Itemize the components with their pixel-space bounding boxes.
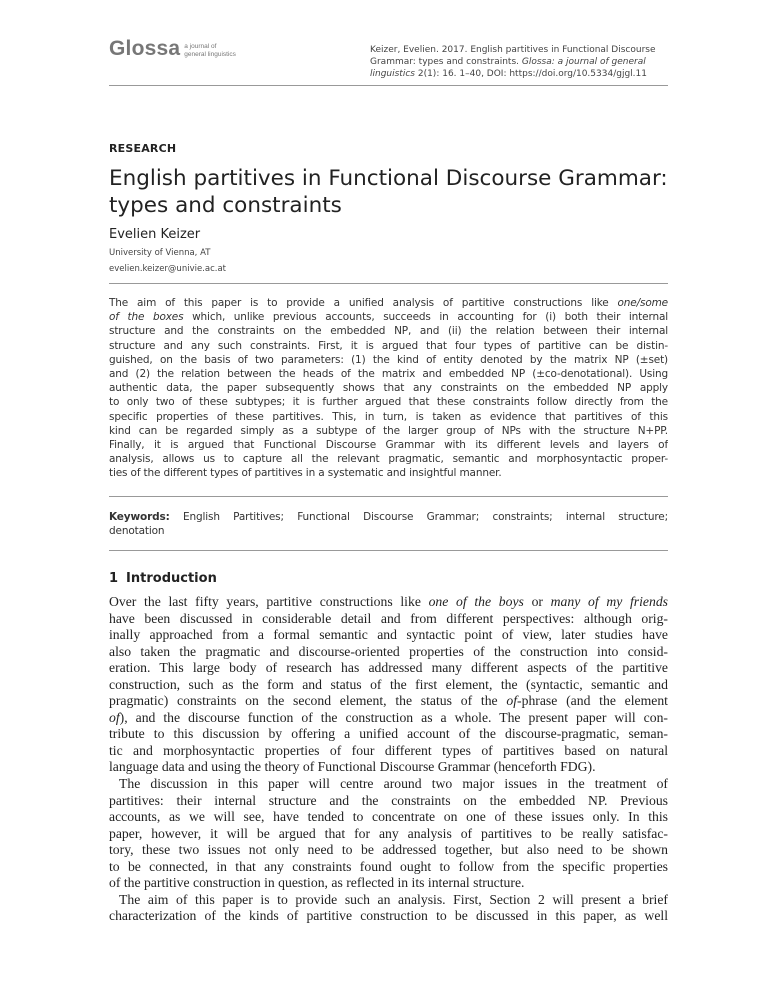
citation-line1: Keizer, Evelien. 2017. English partitives in Functional Discourse: [370, 45, 656, 55]
abstract-line: and (2) the relation between the heads of the matrix and embedded NP (±co-denotational). Using: [109, 368, 668, 381]
section-number: 1: [109, 571, 119, 586]
section-heading-introduction: [109, 571, 217, 586]
paragraph-line: of the partitive construction in question, as reflected in its internal structure.: [109, 875, 525, 891]
abstract: [109, 296, 668, 481]
section-label: RESEARCH: [109, 142, 177, 155]
paragraph-line: accounts, as we will see, have tended to concentrate on one of these issues only. In this: [109, 809, 668, 825]
paragraph-line: tory, these two issues not only need to be addressed together, but also need to be shown: [109, 842, 668, 858]
paragraph-line: to be connected, in that any constraints found ought to follow from the specific properties: [109, 858, 668, 874]
abstract-line: ties of the different types of partitives in a systematic and insightful manner.: [109, 467, 502, 480]
paragraph-line: characterization of the kinds of partitive construction to be discussed in this paper, as well: [109, 908, 668, 924]
citation: [370, 44, 670, 80]
article-title: [109, 165, 689, 219]
citation-journal-name: Glossa: a journal of general: [521, 57, 646, 67]
journal-logo[interactable]: [109, 38, 254, 60]
citation-doi[interactable]: 2(1): 16. 1–40, DOI: https://doi.org/10.5334/gjgl.11: [414, 69, 647, 79]
author-email[interactable]: evelien.keizer@univie.ac.at: [109, 264, 227, 274]
title-line2: types and constraints: [109, 193, 342, 218]
keywords-line: denotation: [109, 525, 165, 538]
paragraph-line: of), and the discourse function of the construction as a whole. The present paper will con-: [109, 709, 668, 725]
paragraph-line: eration. This large body of research has addressed many different aspects of the partitive: [109, 660, 668, 676]
paragraph-line: have been discussed in considerable detail and from different perspectives: although orig-: [109, 610, 668, 626]
logo-tagline-line1: a journal of: [184, 43, 217, 50]
author-name: Evelien Keizer: [109, 227, 201, 242]
citation-line2-text: Grammar: types and constraints.: [370, 57, 522, 67]
abstract-line: The aim of this paper is to provide a unified analysis of partitive constructions like one/some: [109, 297, 668, 309]
paragraph-line: language data and using the theory of Functional Discourse Grammar (henceforth FDG).: [109, 759, 596, 775]
citation-journal-name-cont: linguistics: [370, 69, 415, 79]
paragraph-line: inally approached from a formal semantic and syntactic point of view, later studies have: [109, 627, 668, 643]
keywords-label: Keywords:: [109, 511, 170, 523]
author-affiliation: University of Vienna, AT: [109, 248, 211, 258]
paragraph-line: tribute to this discussion by offering a unified account of the discourse-pragmatic, seman-: [109, 726, 668, 742]
abstract-line: structure and the constraints on the embedded NP, and (ii) the relation between their internal: [109, 325, 668, 338]
paragraph-line: construction, such as the form and status of the first element, the (syntactic, semantic and: [109, 676, 668, 692]
paragraph-line: pragmatic) constraints on the second element, the status of the of-phrase (and the element: [109, 693, 668, 709]
paragraph-line: The aim of this paper is to provide such an analysis. First, Section 2 will present a brief: [119, 891, 668, 907]
keywords-top-divider: [109, 496, 668, 497]
abstract-line: Finally, it is argued that Functional Discourse Grammar with its different levels and layers of: [109, 439, 668, 452]
abstract-line: specific properties of these partitives. This, in turn, is taken as evidence that partitives of this: [109, 410, 668, 423]
logo-wordmark: Glossa: [109, 37, 181, 60]
abstract-line: analysis, allows us to capture all the relevant pragmatic, semantic and morphosyntactic proper-: [109, 453, 668, 466]
abstract-line: guished, on the basis of two parameters: (1) the kind of entity denoted by the matrix NP (±set): [109, 353, 668, 366]
section-title: Introduction: [126, 571, 217, 586]
keywords-bottom-divider: [109, 550, 668, 551]
paragraph-line: tic and morphosyntactic properties of four different types of partitives based on natural: [109, 742, 668, 758]
abstract-line: authentic data, the paper subsequently shows that any constraints on the embedded NP apply: [109, 382, 668, 395]
body-text: [109, 594, 668, 925]
keywords: [109, 510, 668, 538]
paragraph-line: Over the last fifty years, partitive constructions like one of the boys or many of my friends: [109, 594, 668, 609]
logo-tagline-line2: general linguistics: [184, 50, 236, 58]
paragraph-line: The discussion in this paper will centre around two major issues in the treatment of: [119, 776, 668, 792]
header-divider: [109, 85, 668, 86]
keywords-line: Keywords: English Partitives; Functional Discourse Grammar; constraints; internal structure;: [109, 511, 668, 523]
title-line1: English partitives in Functional Discourse Grammar:: [109, 166, 668, 191]
paragraph-line: paper, however, it will be argued that for any analysis of partitives to be really satisfac-: [109, 825, 668, 841]
abstract-top-divider: [109, 283, 668, 284]
paragraph-line: also taken the pragmatic and discourse-oriented properties of the construction into consid-: [109, 643, 668, 659]
paragraph-line: partitives: their internal structure and the constraints on the embedded NP. Previous: [109, 792, 668, 808]
abstract-line: to only two of these subtypes; it is further argued that these constraints follow directly from the: [109, 396, 668, 409]
abstract-line: structure and any such constraints. First, it is argued that four types of partitive can be distin-: [109, 339, 668, 352]
logo-tagline: [184, 43, 254, 58]
abstract-line: of the boxes which, unlike previous accounts, succeeds in accounting for (i) both their internal: [109, 311, 668, 324]
abstract-line: kind can be regarded simply as a subtype of the larger group of NPs with the structure N+PP.: [109, 424, 668, 437]
